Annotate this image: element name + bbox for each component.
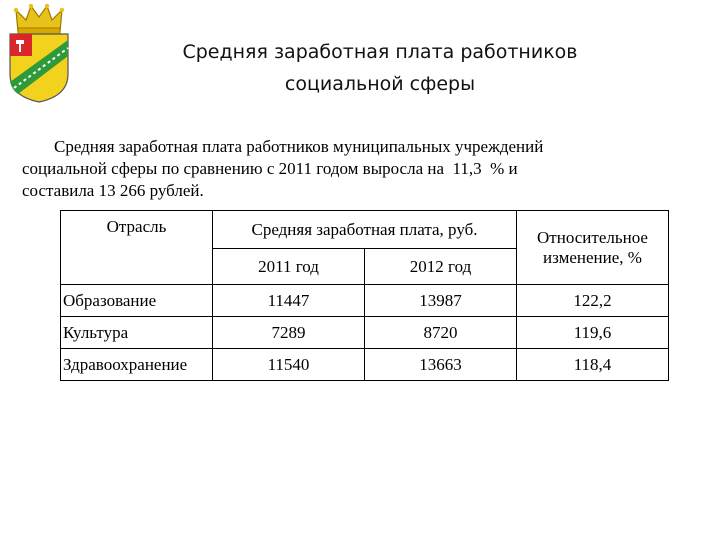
row-industry: Культура <box>61 317 213 349</box>
header-change-line-1: Относительное <box>537 227 648 247</box>
title-line-1: Средняя заработная плата работников <box>182 41 578 63</box>
row-2012: 13987 <box>365 285 517 317</box>
header-year-2011: 2011 год <box>213 249 365 285</box>
row-change: 119,6 <box>517 317 669 349</box>
header-change-line-2: изменение, % <box>543 247 642 267</box>
summary-paragraph <box>22 136 682 202</box>
row-change: 118,4 <box>517 349 669 381</box>
row-change: 122,2 <box>517 285 669 317</box>
row-industry: Образование <box>61 285 213 317</box>
table-row <box>61 285 669 317</box>
row-industry: Здравоохранение <box>61 349 213 381</box>
row-2011: 11447 <box>213 285 365 317</box>
header-year-2012: 2012 год <box>365 249 517 285</box>
title-line-2: социальной сферы <box>284 73 476 95</box>
row-2011: 7289 <box>213 317 365 349</box>
page-title <box>80 36 680 100</box>
coat-of-arms-icon <box>4 2 74 104</box>
header-salary: Средняя заработная плата, руб. <box>213 211 517 249</box>
row-2012: 8720 <box>365 317 517 349</box>
summary-line-1: Средняя заработная плата работников муниципальных учреждений <box>54 137 544 156</box>
header-industry: Отрасль <box>61 211 213 285</box>
table-row <box>61 349 669 381</box>
row-2012: 13663 <box>365 349 517 381</box>
row-2011: 11540 <box>213 349 365 381</box>
summary-line-3: составила 13 266 рублей. <box>22 181 204 200</box>
salary-table <box>60 210 669 381</box>
table-row <box>61 317 669 349</box>
summary-line-2: социальной сферы по сравнению с 2011 годом выросла на 11,3 % и <box>22 159 518 178</box>
header-change <box>517 211 669 285</box>
